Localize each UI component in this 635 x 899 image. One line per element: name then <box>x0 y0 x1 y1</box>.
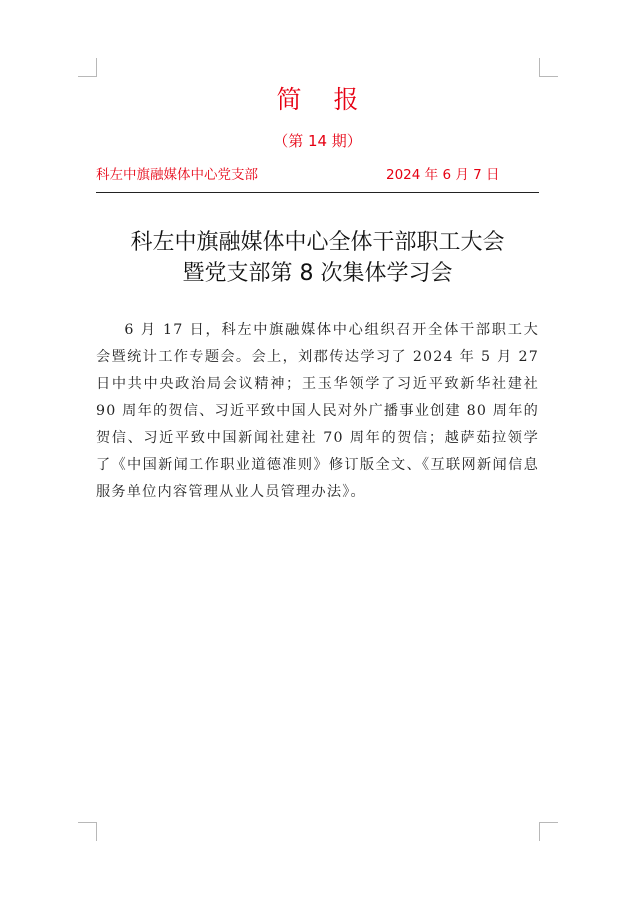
crop-mark-bottom-right <box>539 822 558 841</box>
issue-number: （第 14 期） <box>273 132 362 150</box>
crop-mark-top-left <box>78 58 97 77</box>
article-title-line-1: 科左中旗融媒体中心全体干部职工大会 <box>130 230 505 255</box>
masthead-title: 简 报 <box>276 85 371 114</box>
issue-date: 2024 年 6 月 7 日 <box>386 167 500 183</box>
crop-mark-top-right <box>539 58 558 77</box>
organization-name: 科左中旗融媒体中心党支部 <box>96 167 258 183</box>
header-divider <box>96 192 539 193</box>
article-title-line-2: 暨党支部第 8 次集体学习会 <box>182 261 453 286</box>
crop-mark-bottom-left <box>78 822 97 841</box>
article-body: 6 月 17 日，科左中旗融媒体中心组织召开全体干部职工大会暨统计工作专题会。会上，刘郡传达学习了 2024 年 5 月 27 日中共中央政治局会议精神；王玉华领学了习近平致新华社建社 90 周年的贺信、习近平致中国人民对外广播事业创建 80 周年的贺信、习近平致中国新闻社建社 70 周年的贺信；越萨茹拉领学了《中国新闻工作职业道德准则》修订版全文、《互联网新闻信息服务单位内容管理从业人员管理办法》。 <box>96 322 539 500</box>
